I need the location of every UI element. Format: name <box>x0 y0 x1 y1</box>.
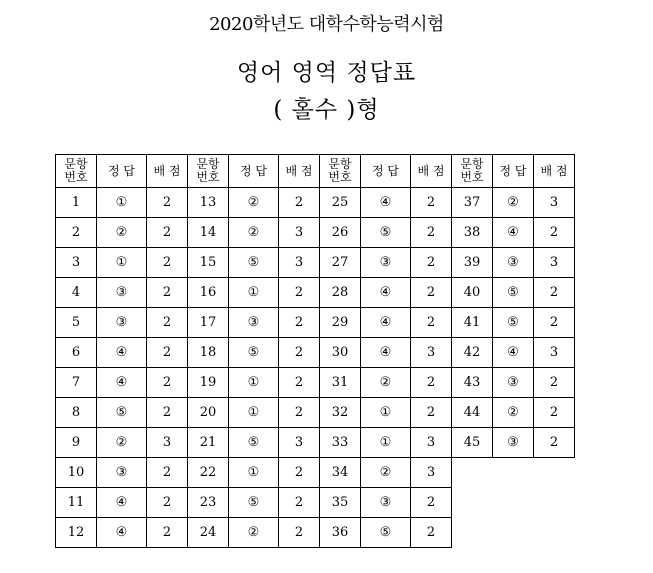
answer-cell: ③ <box>97 458 147 488</box>
question-number-cell: 8 <box>56 398 97 428</box>
question-number-cell: 6 <box>56 338 97 368</box>
answer-cell: ⑤ <box>229 428 279 458</box>
question-number-cell: 34 <box>320 458 361 488</box>
question-number-cell: 13 <box>188 188 229 218</box>
question-number-cell: 20 <box>188 398 229 428</box>
points-cell: 2 <box>147 218 188 248</box>
points-cell: 3 <box>279 248 320 278</box>
points-cell: 3 <box>534 248 575 278</box>
question-number-cell: 17 <box>188 308 229 338</box>
header-answer: 정 답 <box>493 155 534 188</box>
points-cell: 3 <box>534 188 575 218</box>
answer-cell: ① <box>97 248 147 278</box>
table-row <box>56 458 575 488</box>
empty-cell <box>534 518 575 548</box>
question-number-cell: 38 <box>452 218 493 248</box>
question-number-cell: 11 <box>56 488 97 518</box>
table-row <box>56 368 575 398</box>
answer-key-table <box>55 154 575 548</box>
points-cell: 3 <box>279 428 320 458</box>
question-number-cell: 39 <box>452 248 493 278</box>
points-cell: 2 <box>534 368 575 398</box>
question-number-cell: 21 <box>188 428 229 458</box>
answer-cell: ⑤ <box>97 398 147 428</box>
question-number-cell: 1 <box>56 188 97 218</box>
question-number-cell: 10 <box>56 458 97 488</box>
question-number-cell: 3 <box>56 248 97 278</box>
points-cell: 2 <box>279 458 320 488</box>
answer-cell: ③ <box>229 308 279 338</box>
header-answer: 정 답 <box>97 155 147 188</box>
question-number-cell: 7 <box>56 368 97 398</box>
points-cell: 2 <box>534 398 575 428</box>
answer-cell: ④ <box>97 518 147 548</box>
answer-cell: ② <box>229 518 279 548</box>
question-number-cell: 12 <box>56 518 97 548</box>
answer-cell: ② <box>97 428 147 458</box>
answer-cell: ④ <box>97 338 147 368</box>
points-cell: 2 <box>147 188 188 218</box>
question-number-cell: 22 <box>188 458 229 488</box>
points-cell: 2 <box>279 398 320 428</box>
question-number-cell: 9 <box>56 428 97 458</box>
points-cell: 2 <box>147 338 188 368</box>
question-number-cell: 26 <box>320 218 361 248</box>
question-number-cell: 35 <box>320 488 361 518</box>
question-number-cell: 44 <box>452 398 493 428</box>
points-cell: 2 <box>279 278 320 308</box>
points-cell: 2 <box>279 368 320 398</box>
answer-cell: ④ <box>97 488 147 518</box>
answer-cell: ④ <box>361 188 411 218</box>
answer-cell: ⑤ <box>361 518 411 548</box>
points-cell: 2 <box>411 488 452 518</box>
points-cell: 3 <box>411 428 452 458</box>
answer-cell: ④ <box>361 278 411 308</box>
header-question-number: 문항 번호 <box>188 155 229 188</box>
header-points: 배 점 <box>279 155 320 188</box>
answer-cell: ② <box>229 188 279 218</box>
answer-cell: ⑤ <box>493 308 534 338</box>
empty-cell <box>452 488 493 518</box>
table-row <box>56 518 575 548</box>
answer-cell: ④ <box>361 338 411 368</box>
points-cell: 2 <box>147 398 188 428</box>
points-cell: 2 <box>411 188 452 218</box>
points-cell: 2 <box>411 218 452 248</box>
question-number-cell: 43 <box>452 368 493 398</box>
table-row <box>56 308 575 338</box>
points-cell: 2 <box>411 308 452 338</box>
points-cell: 2 <box>279 308 320 338</box>
answer-cell: ③ <box>361 248 411 278</box>
question-number-cell: 37 <box>452 188 493 218</box>
header-question-number: 문항 번호 <box>56 155 97 188</box>
table-row <box>56 218 575 248</box>
question-number-cell: 5 <box>56 308 97 338</box>
points-cell: 2 <box>534 218 575 248</box>
points-cell: 2 <box>411 368 452 398</box>
question-number-cell: 18 <box>188 338 229 368</box>
answer-cell: ⑤ <box>229 338 279 368</box>
answer-cell: ④ <box>493 218 534 248</box>
table-row <box>56 188 575 218</box>
question-number-cell: 23 <box>188 488 229 518</box>
points-cell: 2 <box>279 488 320 518</box>
question-number-cell: 32 <box>320 398 361 428</box>
answer-cell: ① <box>97 188 147 218</box>
form-type-title: ( 홀수 )형 <box>273 97 380 123</box>
header-question-number: 문항 번호 <box>320 155 361 188</box>
question-number-cell: 36 <box>320 518 361 548</box>
question-number-cell: 42 <box>452 338 493 368</box>
header-question-number: 문항 번호 <box>452 155 493 188</box>
question-number-cell: 45 <box>452 428 493 458</box>
points-cell: 3 <box>534 338 575 368</box>
question-number-cell: 40 <box>452 278 493 308</box>
empty-cell <box>493 458 534 488</box>
points-cell: 2 <box>534 428 575 458</box>
table-row <box>56 428 575 458</box>
answer-cell: ② <box>493 188 534 218</box>
header-points: 배 점 <box>534 155 575 188</box>
answer-cell: ② <box>361 458 411 488</box>
answer-cell: ① <box>229 458 279 488</box>
table-row <box>56 278 575 308</box>
points-cell: 2 <box>147 308 188 338</box>
empty-cell <box>534 488 575 518</box>
empty-cell <box>452 518 493 548</box>
question-number-cell: 28 <box>320 278 361 308</box>
points-cell: 2 <box>411 248 452 278</box>
question-number-cell: 2 <box>56 218 97 248</box>
header-points: 배 점 <box>147 155 188 188</box>
question-number-cell: 25 <box>320 188 361 218</box>
points-cell: 2 <box>147 278 188 308</box>
question-number-cell: 15 <box>188 248 229 278</box>
empty-cell <box>534 458 575 488</box>
table-row <box>56 488 575 518</box>
question-number-cell: 41 <box>452 308 493 338</box>
table-row <box>56 248 575 278</box>
answer-cell: ① <box>229 398 279 428</box>
answer-cell: ① <box>361 398 411 428</box>
answer-cell: ④ <box>361 308 411 338</box>
answer-cell: ② <box>361 368 411 398</box>
answer-cell: ① <box>361 428 411 458</box>
answer-cell: ② <box>97 218 147 248</box>
points-cell: 2 <box>147 368 188 398</box>
question-number-cell: 4 <box>56 278 97 308</box>
question-number-cell: 29 <box>320 308 361 338</box>
points-cell: 2 <box>147 488 188 518</box>
points-cell: 2 <box>534 278 575 308</box>
answer-cell: ③ <box>97 308 147 338</box>
points-cell: 2 <box>279 518 320 548</box>
answer-cell: ① <box>229 368 279 398</box>
answer-cell: ③ <box>361 488 411 518</box>
points-cell: 2 <box>147 458 188 488</box>
points-cell: 2 <box>411 398 452 428</box>
points-cell: 3 <box>147 428 188 458</box>
points-cell: 2 <box>147 248 188 278</box>
answer-cell: ① <box>229 278 279 308</box>
points-cell: 3 <box>411 458 452 488</box>
empty-cell <box>493 488 534 518</box>
answer-cell: ③ <box>493 428 534 458</box>
points-cell: 3 <box>411 338 452 368</box>
answer-cell: ② <box>493 398 534 428</box>
empty-cell <box>493 518 534 548</box>
answer-cell: ⑤ <box>229 488 279 518</box>
header-answer: 정 답 <box>361 155 411 188</box>
points-cell: 2 <box>147 518 188 548</box>
header-answer: 정 답 <box>229 155 279 188</box>
answer-cell: ③ <box>97 278 147 308</box>
empty-cell <box>452 458 493 488</box>
question-number-cell: 16 <box>188 278 229 308</box>
answer-cell: ⑤ <box>493 278 534 308</box>
points-cell: 3 <box>279 218 320 248</box>
points-cell: 2 <box>411 278 452 308</box>
question-number-cell: 33 <box>320 428 361 458</box>
points-cell: 2 <box>534 308 575 338</box>
table-row <box>56 398 575 428</box>
table-header-row <box>56 155 575 188</box>
answer-cell: ② <box>229 218 279 248</box>
points-cell: 2 <box>279 188 320 218</box>
answer-cell: ③ <box>493 248 534 278</box>
question-number-cell: 24 <box>188 518 229 548</box>
points-cell: 2 <box>279 338 320 368</box>
question-number-cell: 14 <box>188 218 229 248</box>
question-number-cell: 31 <box>320 368 361 398</box>
answer-cell: ④ <box>493 338 534 368</box>
question-number-cell: 19 <box>188 368 229 398</box>
question-number-cell: 27 <box>320 248 361 278</box>
answer-cell: ⑤ <box>229 248 279 278</box>
answer-cell: ③ <box>493 368 534 398</box>
table-row <box>56 338 575 368</box>
exam-title: 2020학년도 대학수학능력시험 <box>209 14 444 35</box>
answer-cell: ④ <box>97 368 147 398</box>
answer-key-title: 영어 영역 정답표 <box>236 60 417 86</box>
question-number-cell: 30 <box>320 338 361 368</box>
header-points: 배 점 <box>411 155 452 188</box>
points-cell: 2 <box>411 518 452 548</box>
answer-cell: ⑤ <box>361 218 411 248</box>
